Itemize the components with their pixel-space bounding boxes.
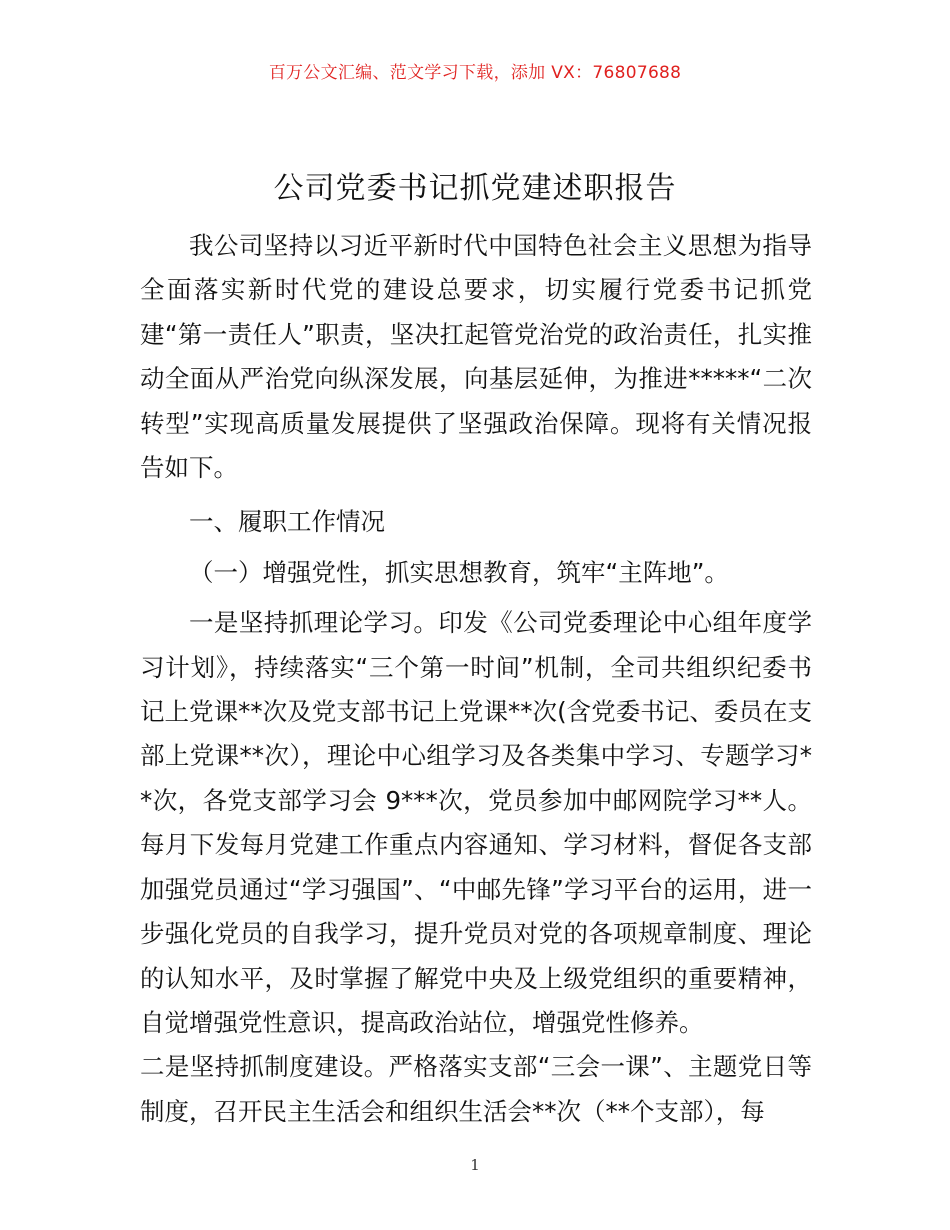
- header-note: 百万公文汇编、范文学习下载，添加 VX：76807688: [268, 63, 682, 83]
- document-body: [140, 224, 812, 1134]
- intro-paragraph: 我公司坚持以习近平新时代中国特色社会主义思想为指导全面落实新时代党的建设总要求，切实履行党委书记抓党建“第一责任人”职责，坚决扛起管党治党的政治责任，扎实推动全面从严治党向纵深发展，向基层延伸，为推进*****“二次转型”实现高质量发展提供了坚强政治保障。现将有关情况报告如下。: [140, 231, 812, 483]
- theory-study-paragraph: 一是坚持抓理论学习。印发《公司党委理论中心组年度学习计划》，持续落实“三个第一时间”机制，全司共组织纪委书记上党课**次及党支部书记上党课**次(含党委书记、委员在支部上党课**次），理论中心组学习及各类集中学习、专题学习**次，各党支部学习会 9***次，党员参加中邮网院学习**人。每月下发每月党建工作重点内容通知、学习材料，督促各支部加强党员通过“学习强国”、“中邮先锋”学习平台的运用，进一步强化党员的自我学习，提升党员对党的各项规章制度、理论的认知水平，及时掌握了解党中央及上级党组织的重要精神，自觉增强党性意识，提高政治站位，增强党性修养。: [140, 608, 812, 1037]
- section-heading: 一、履职工作情况: [189, 507, 385, 537]
- page-number: 1: [470, 1156, 480, 1174]
- system-building-paragraph: 二是坚持抓制度建设。严格落实支部“三会一课”、主题党日等制度，召开民主生活会和组织生活会**次（**个支部），每: [140, 1052, 812, 1126]
- document-title: 公司党委书记抓党建述职报告: [273, 171, 677, 206]
- subsection-heading: （一）增强党性，抓实思想教育，筑牢“主阵地”。: [189, 557, 729, 587]
